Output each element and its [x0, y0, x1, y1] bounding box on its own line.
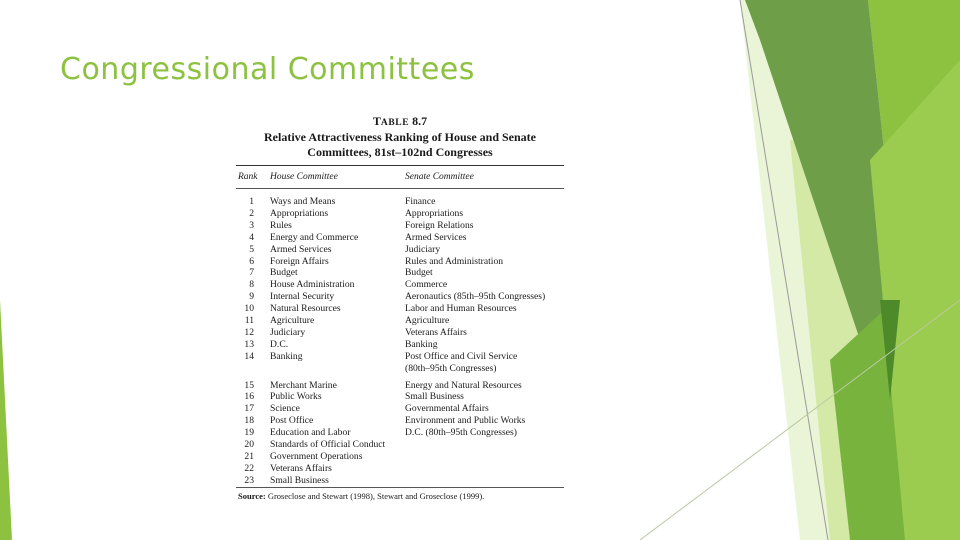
senate-committee-cell: Judiciary	[405, 243, 441, 255]
senate-committee-cell: Post Office and Civil Service	[405, 350, 518, 362]
table-row	[232, 391, 568, 403]
house-committee-cell: Energy and Commerce	[270, 231, 359, 243]
table-row	[232, 403, 568, 415]
table-top-rule	[236, 165, 564, 166]
senate-committee-cell: Energy and Natural Resources	[405, 379, 522, 391]
slide-title: Congressional Committees	[60, 52, 475, 87]
rank-cell: 22	[244, 462, 254, 474]
rank-cell: 17	[244, 403, 254, 415]
table-row	[232, 279, 568, 291]
table-number	[232, 114, 568, 130]
rank-cell: 21	[244, 450, 254, 462]
house-committee-cell: D.C.	[270, 338, 289, 350]
house-committee-cell: Banking	[270, 350, 303, 362]
table-row	[232, 256, 568, 268]
table-row	[232, 439, 568, 451]
rank-cell: 23	[244, 474, 254, 486]
house-committee-cell: Merchant Marine	[270, 379, 337, 391]
house-committee-cell: Veterans Affairs	[270, 462, 332, 474]
table-heading	[232, 114, 568, 159]
table-row	[232, 427, 568, 439]
table-number-smallcaps: ABLE	[380, 118, 410, 128]
senate-committee-cell: Banking	[405, 338, 438, 350]
table-bottom-rule	[236, 487, 564, 488]
senate-committee-cell: D.C. (80th–95th Congresses)	[405, 427, 517, 439]
table-row	[232, 415, 568, 427]
rank-cell: 3	[249, 219, 254, 231]
house-committee-cell: Science	[270, 403, 300, 415]
rank-cell: 10	[244, 303, 254, 315]
house-committee-cell: Judiciary	[270, 326, 306, 338]
rank-cell: 9	[249, 291, 254, 303]
rank-cell: 20	[244, 439, 254, 450]
house-committee-cell: Internal Security	[270, 291, 335, 303]
senate-committee-cell: Foreign Relations	[405, 219, 474, 231]
left-accent-bar	[0, 0, 12, 540]
senate-committee-cell: Commerce	[405, 279, 448, 291]
rank-cell: 12	[244, 326, 254, 338]
source-label: Source:	[238, 491, 266, 501]
table-figure	[232, 114, 568, 506]
table-row	[232, 463, 568, 475]
house-committee-cell: Appropriations	[270, 207, 329, 219]
house-committee-cell: Natural Resources	[270, 303, 341, 315]
table-header-rule	[236, 188, 564, 189]
table-row	[232, 303, 568, 315]
rank-cell: 18	[244, 415, 254, 427]
table-row	[232, 451, 568, 463]
table-number-prefix: T	[372, 114, 381, 128]
table-caption-line-1: Relative Attractiveness Ranking of House and Senate	[264, 130, 536, 144]
table-source-note	[238, 491, 484, 501]
rank-cell: 2	[249, 207, 254, 219]
table-row	[232, 244, 568, 256]
house-committee-cell: Post Office	[270, 415, 314, 427]
column-header-senate: Senate Committee	[405, 172, 474, 182]
senate-committee-cell: Aeronautics (85th–95th Congresses)	[405, 291, 546, 303]
rank-cell: 6	[249, 255, 254, 267]
table-caption-line-2: Committees, 81st–102nd Congresses	[307, 144, 493, 159]
rank-cell: 7	[249, 267, 254, 279]
column-header-rank: Rank	[238, 172, 258, 182]
rank-cell: 15	[244, 379, 254, 391]
senate-committee-cell: Small Business	[405, 391, 464, 403]
table-row	[232, 232, 568, 244]
house-committee-cell: Agriculture	[270, 315, 315, 326]
table-row	[232, 363, 568, 375]
house-committee-cell: Budget	[270, 267, 298, 279]
column-header-house: House Committee	[270, 172, 338, 182]
table-row	[232, 315, 568, 327]
senate-committee-cell: Appropriations	[405, 207, 464, 219]
rank-cell: 13	[244, 338, 254, 350]
senate-committee-cell: Finance	[405, 196, 436, 207]
rank-cell: 19	[244, 427, 254, 439]
house-committee-cell: Public Works	[270, 391, 322, 403]
senate-committee-cell: (80th–95th Congresses)	[405, 362, 497, 374]
senate-committee-cell: Environment and Public Works	[405, 415, 526, 427]
table-row	[232, 351, 568, 363]
senate-committee-cell: Budget	[405, 267, 433, 279]
rank-cell: 1	[249, 196, 254, 207]
house-committee-cell: Foreign Affairs	[270, 255, 329, 267]
house-committee-cell: Small Business	[270, 474, 329, 486]
rank-cell: 14	[244, 350, 254, 362]
table-row	[232, 208, 568, 220]
senate-committee-cell: Labor and Human Resources	[405, 303, 517, 315]
house-committee-cell: Education and Labor	[270, 427, 351, 439]
house-committee-cell: Armed Services	[270, 243, 332, 255]
rank-cell: 16	[244, 391, 254, 403]
senate-committee-cell: Rules and Administration	[405, 255, 504, 267]
table-row	[232, 339, 568, 351]
senate-committee-cell: Agriculture	[405, 315, 450, 326]
house-committee-cell: Rules	[270, 219, 292, 231]
rank-cell: 4	[249, 231, 254, 243]
table-row	[232, 196, 568, 208]
rank-cell: 5	[249, 243, 254, 255]
house-committee-cell: Ways and Means	[270, 196, 336, 207]
senate-committee-cell: Veterans Affairs	[405, 326, 467, 338]
rank-cell: 11	[244, 315, 254, 326]
table-row	[232, 220, 568, 232]
table-row	[232, 291, 568, 303]
house-committee-cell: House Administration	[270, 279, 355, 291]
source-text: Groseclose and Stewart (1998), Stewart and Groseclose (1999).	[265, 491, 485, 501]
table-row	[232, 267, 568, 279]
table-row	[232, 327, 568, 339]
table-row	[232, 475, 568, 487]
senate-committee-cell: Armed Services	[405, 231, 467, 243]
table-number-value: 8.7	[412, 114, 428, 128]
house-committee-cell: Government Operations	[270, 450, 363, 462]
table-row	[232, 380, 568, 392]
rank-cell: 8	[249, 279, 254, 291]
house-committee-cell: Standards of Official Conduct	[270, 439, 386, 450]
senate-committee-cell: Governmental Affairs	[405, 403, 489, 415]
